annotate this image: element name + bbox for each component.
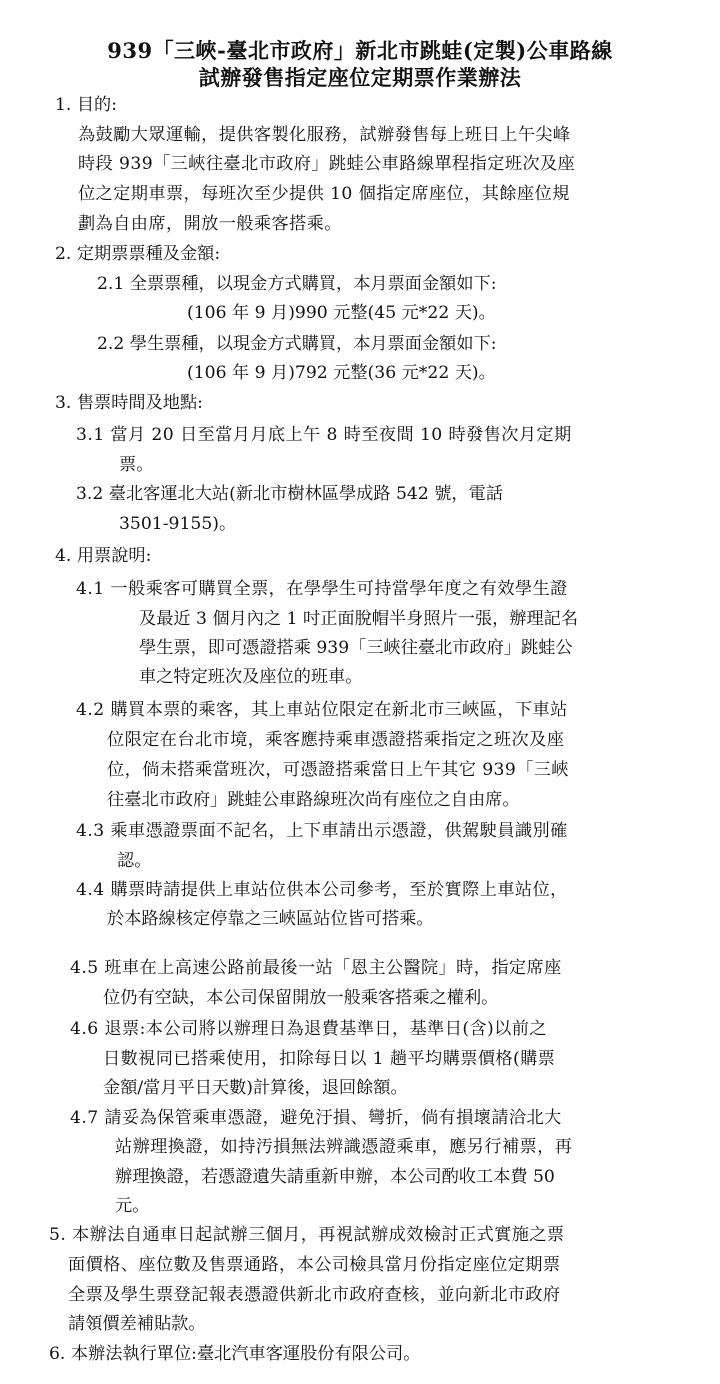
section-1-heading: 1. 目的: (55, 95, 118, 115)
section-5-line: 全票及學生票登記報表憑證供新北市政府查核，並向新北市政府 (68, 1285, 561, 1305)
document-title-line-2: 試辦發售指定座位定期票作業辦法 (198, 65, 522, 90)
section-4-item-2-cont: 位限定在台北市境，乘客應持乘車憑證搭乘指定之班次及座 (107, 730, 565, 750)
section-4-item-1-cont: 車之特定班次及座位的班車。 (139, 667, 363, 687)
section-4-item-1: 4.1 一般乘客可購買全票，在學學生可持當學年度之有效學生證 (76, 579, 568, 599)
section-5-line: 5. 本辦法自通車日起試辦三個月，再視試辦成效檢討正式實施之票 (49, 1225, 565, 1245)
section-1-line: 為鼓勵大眾運輸，提供客製化服務，試辦發售每上班日上午尖峰 (78, 125, 571, 145)
section-2-item-1: 2.1 全票票種，以現金方式購買，本月票面金額如下: (97, 274, 497, 294)
section-4-item-7-cont: 站辦理換證，如持汚損無法辨識憑證乘車，應另行補票，再 (115, 1137, 573, 1157)
section-4-item-6-cont: 金額/當月平日天數)計算後，退回餘額。 (103, 1078, 408, 1098)
section-1-line: 時段 939「三峽往臺北市政府」跳蛙公車路線單程指定班次及座 (78, 154, 576, 174)
section-4-item-5-cont: 位仍有空缺，本公司保留開放一般乘客搭乘之權利。 (103, 988, 499, 1008)
section-3-heading: 3. 售票時間及地點: (55, 393, 203, 413)
section-4-item-5: 4.5 班車在上高速公路前最後一站「恩主公醫院」時，指定席座 (70, 958, 562, 978)
section-4-item-1-cont: 及最近 3 個月內之 1 吋正面脫帽半身照片一張，辦理記名 (139, 609, 579, 629)
document-title-line-1: 939「三峽-臺北市政府」新北市跳蛙(定製)公車路線 (107, 38, 613, 63)
section-4-item-4: 4.4 購票時請提供上車站位供本公司參考，至於實際上車站位， (76, 880, 568, 900)
section-4-item-2-cont: 位，倘未搭乘當班次，可憑證搭乘當日上午其它 939「三峽 (107, 760, 569, 780)
section-4-item-4-cont: 於本路線核定停靠之三峽區站位皆可搭乘。 (107, 909, 434, 929)
section-3-item-2-cont: 3501-9155)。 (119, 514, 237, 534)
section-3-item-1-cont: 票。 (119, 455, 154, 475)
section-4-item-3: 4.3 乘車憑證票面不記名，上下車請出示憑證，供駕駛員識別確 (76, 821, 568, 841)
section-3-item-1: 3.1 當月 20 日至當月月底上午 8 時至夜間 10 時發售次月定期 (76, 425, 572, 445)
section-4-item-6: 4.6 退票:本公司將以辦理日為退費基準日，基準日(含)以前之 (70, 1019, 547, 1039)
section-2-item-1-price: (106 年 9 月)990 元整(45 元*22 天)。 (187, 303, 496, 323)
section-4-item-1-cont: 學生票，即可憑證搭乘 939「三峽往臺北市政府」跳蛙公 (139, 638, 573, 658)
section-4-item-2-cont: 往臺北市政府」跳蛙公車路線班次尚有座位之自由席。 (107, 790, 520, 810)
section-4-heading: 4. 用票說明: (55, 546, 152, 566)
section-5-line: 面價格、座位數及售票通路，本公司檢具當月份指定座位定期票 (68, 1255, 561, 1275)
section-4-item-6-cont: 日數視同已搭乘使用，扣除每日以 1 趟平均購票價格(購票 (103, 1049, 556, 1069)
section-4-item-7-cont: 元。 (115, 1196, 150, 1216)
section-6-line: 6. 本辦法執行單位:臺北汽車客運股份有限公司。 (49, 1344, 421, 1364)
section-2-item-2: 2.2 學生票種，以現金方式購買，本月票面金額如下: (97, 334, 497, 354)
section-5-line: 請領價差補貼款。 (68, 1314, 206, 1334)
section-1-line: 劃為自由席，開放一般乘客搭乘。 (78, 214, 342, 234)
section-4-item-2: 4.2 購買本票的乘客，其上車站位限定在新北市三峽區，下車站 (76, 700, 568, 720)
section-2-heading: 2. 定期票票種及金額: (55, 244, 221, 264)
section-4-item-7: 4.7 請妥為保管乘車憑證，避免汙損、彎折，倘有損壞請洽北大 (70, 1108, 562, 1128)
section-3-item-2: 3.2 臺北客運北大站(新北市樹林區學成路 542 號，電話 (76, 484, 503, 504)
section-2-item-2-price: (106 年 9 月)792 元整(36 元*22 天)。 (187, 363, 496, 383)
section-4-item-3-cont: 認。 (117, 851, 152, 871)
section-1-line: 位之定期車票，每班次至少提供 10 個指定席座位，其餘座位規 (78, 184, 570, 204)
section-4-item-7-cont: 辦理換證，若憑證遺失請重新申辦，本公司酌收工本費 50 (115, 1167, 555, 1187)
